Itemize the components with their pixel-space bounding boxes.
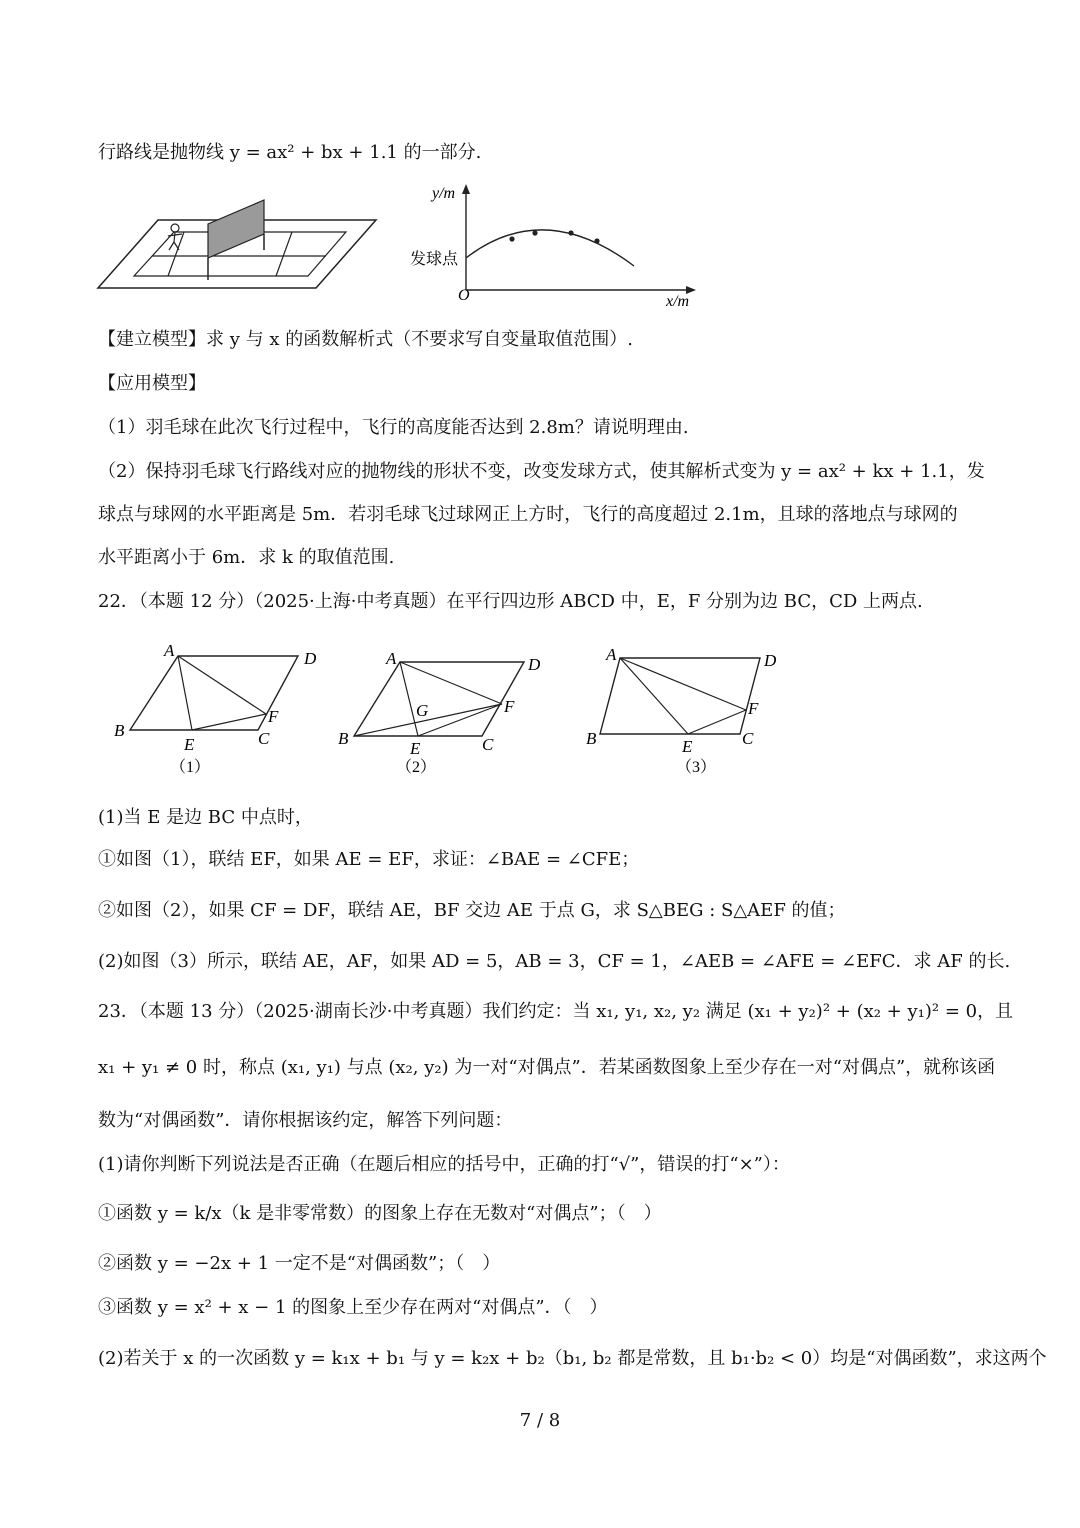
origin-label: O xyxy=(458,287,470,304)
fig3-label-c: C xyxy=(742,729,754,748)
text-line-5: （2）保持羽毛球飞行路线对应的抛物线的形状不变，改变发球方式，使其解析式变为 y = ax² + kx + 1.1，发 xyxy=(98,461,985,482)
text-line-10: ①如图（1），联结 EF，如果 AE = EF，求证：∠BAE = ∠CFE； xyxy=(98,849,640,870)
fig1-caption: （1） xyxy=(170,759,211,776)
fig2-label-e: E xyxy=(410,739,421,758)
fig2-label-a: A xyxy=(386,649,397,668)
fig1-label-f: F xyxy=(268,707,279,726)
text-line-12: (2)如图（3）所示，联结 AE，AF，如果 AD = 5，AB = 3，CF = 1，∠AEB = ∠AFE = ∠EFC．求 AF 的长. xyxy=(98,951,1011,972)
badminton-court-figure xyxy=(96,196,378,292)
fig2-label-d: D xyxy=(528,655,541,674)
text-line-13: 23．（本题 13 分）（2025·湖南长沙·中考真题）我们约定：当 x₁, y₁, x₂, y₂ 满足 (x₁ + y₂)² + (x₂ + y₁)² = 0，且 xyxy=(98,1001,1014,1022)
x-axis-label: x/m xyxy=(666,293,690,310)
text-line-11: ②如图（2），如果 CF = DF，联结 AE，BF 交边 AE 于点 G，求 S△BEG : S△AEF 的值； xyxy=(98,900,846,921)
text-line-7: 水平距离小于 6m．求 k 的取值范围. xyxy=(98,547,395,568)
fig1-label-a: A xyxy=(164,641,175,660)
text-line-1: 行路线是抛物线 y = ax² + bx + 1.1 的一部分. xyxy=(98,142,482,163)
text-line-8: 22．（本题 12 分）（2025·上海·中考真题）在平行四边形 ABCD 中，E，F 分别为边 BC，CD 上两点. xyxy=(98,591,923,612)
parallelogram-figure-3 xyxy=(584,644,804,784)
fig3-label-e: E xyxy=(682,737,693,756)
page-number: 7 / 8 xyxy=(519,1410,561,1431)
text-line-16: (1)请你判断下列说法是否正确（在题后相应的括号中，正确的打“√”，错误的打“×”）： xyxy=(98,1154,790,1175)
text-line-18: ②函数 y = −2x + 1 一定不是“对偶函数”；（ ） xyxy=(98,1253,501,1274)
text-line-9: (1)当 E 是边 BC 中点时， xyxy=(98,807,313,828)
fig3-label-a: A xyxy=(606,645,617,664)
fig2-label-f: F xyxy=(504,697,515,716)
text-line-6: 球点与球网的水平距离是 5m．若羽毛球飞过球网正上方时，飞行的高度超过 2.1m，且球的落地点与球网的 xyxy=(98,504,958,525)
text-line-20: (2)若关于 x 的一次函数 y = k₁x + b₁ 与 y = k₂x + b₂（b₁, b₂ 都是常数，且 b₁·b₂ < 0）均是“对偶函数”，求这两个 xyxy=(98,1348,1047,1369)
fig3-caption: （3） xyxy=(676,759,717,776)
fig1-label-d: D xyxy=(304,649,317,668)
fig2-caption: （2） xyxy=(396,759,437,776)
fig1-label-b: B xyxy=(114,721,125,740)
parallelogram-figure-2 xyxy=(334,646,554,786)
fig2-label-c: C xyxy=(482,735,494,754)
y-axis-label: y/m xyxy=(432,185,456,202)
fig2-label-b: B xyxy=(338,729,349,748)
fig1-label-e: E xyxy=(184,735,195,754)
text-line-15: 数为“对偶函数”．请你根据该约定，解答下列问题： xyxy=(98,1110,513,1131)
text-line-14: x₁ + y₁ ≠ 0 时，称点 (x₁, y₁) 与点 (x₂, y₂) 为一对“对偶点”．若某函数图象上至少存在一对“对偶点”，就称该函 xyxy=(98,1057,996,1078)
fig3-label-f: F xyxy=(748,699,759,718)
text-line-2: 【建立模型】求 y 与 x 的函数解析式（不要求写自变量取值范围）. xyxy=(98,329,633,350)
text-line-3: 【应用模型】 xyxy=(98,373,206,394)
fig1-label-c: C xyxy=(258,729,270,748)
fig2-label-g: G xyxy=(416,701,429,720)
fig3-label-d: D xyxy=(764,651,777,670)
parallelogram-figure-1 xyxy=(108,640,328,785)
serve-point-label: 发球点 xyxy=(410,251,459,268)
text-line-4: （1）羽毛球在此次飞行过程中，飞行的高度能否达到 2.8m？请说明理由. xyxy=(98,417,689,438)
parabola-graph xyxy=(404,178,704,312)
text-line-19: ③函数 y = x² + x − 1 的图象上至少存在两对“对偶点”．（ ） xyxy=(98,1297,608,1318)
fig3-label-b: B xyxy=(586,729,597,748)
text-line-17: ①函数 y = k/x（k 是非零常数）的图象上存在无数对“对偶点”；（ ） xyxy=(98,1203,662,1224)
